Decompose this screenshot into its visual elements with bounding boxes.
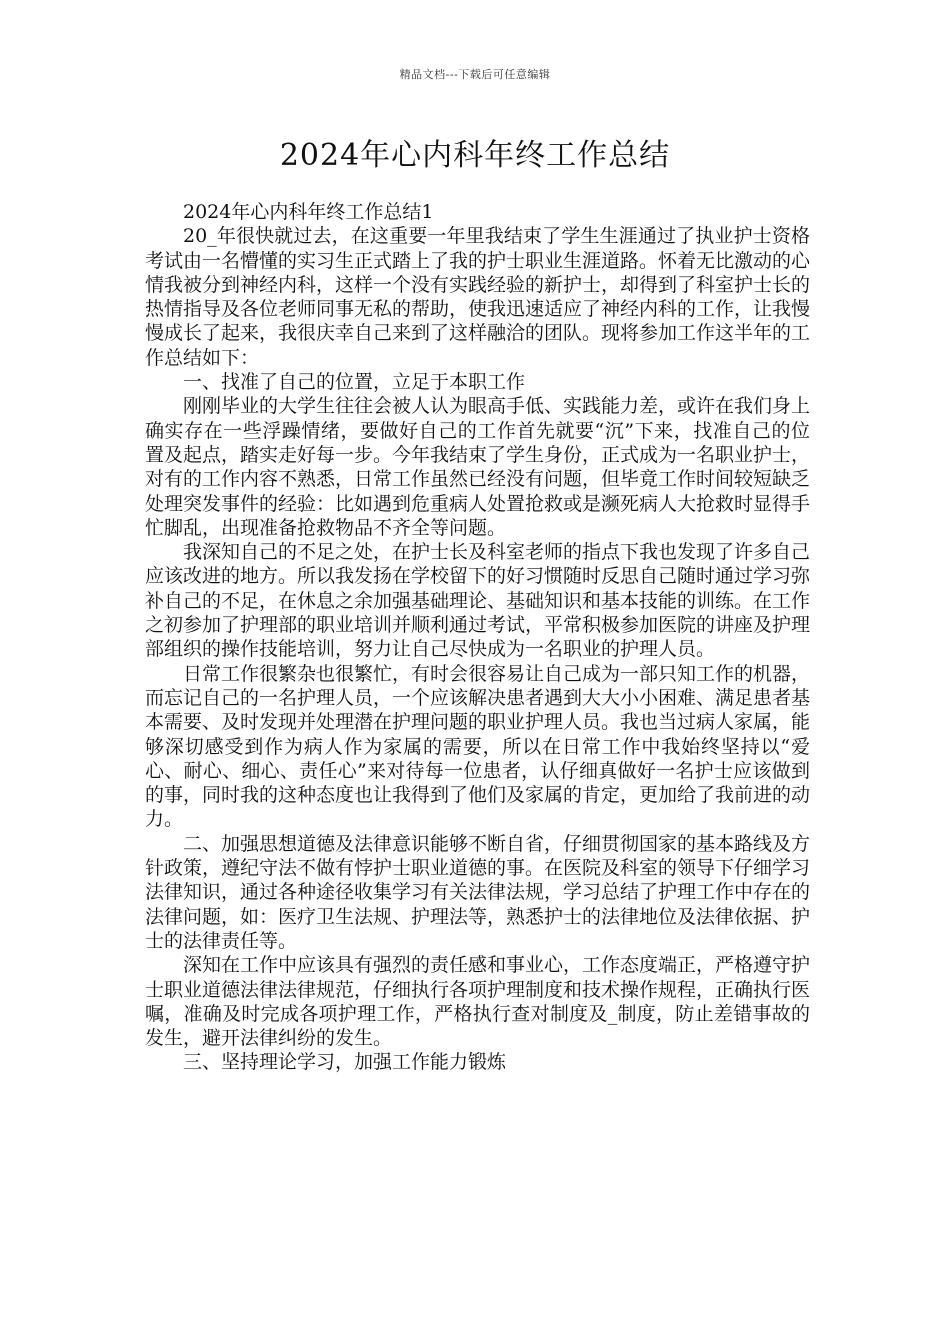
section-heading: 三、坚持理论学习，加强工作能力锻炼	[183, 1051, 507, 1074]
header-note: 精品文档---下载后可任意编辑	[399, 68, 551, 81]
body-paragraph: 日常工作很繁杂也很繁忙，有时会很容易让自己成为一部只知工作的机器，而忘记自己的一名护理人员，一个应该解决患者遇到大大小小困难、满足患者基本需要、及时发现并处理潜在护理问题的职业护理人员。我也当过病人家属，能够深切感受到作为病人作为家属的需要，所以在日常工作中我始终坚持以“爱心、耐心、细心、责任心”来对待每一位患者，认仔细真做好一名护士应该做到的事，同时我的这种态度也让我得到了他们及家属的肯定，更加给了我前进的动力。	[145, 662, 811, 831]
subtitle-paragraph: 2024年心内科年终工作总结1	[183, 201, 434, 223]
document-body	[145, 200, 810, 1075]
body-paragraph: 刚刚毕业的大学生往往会被人认为眼高手低、实践能力差，或许在我们身上确实存在一些浮躁情绪，要做好自己的工作首先就要“沉”下来，找准自己的位置及起点，踏实走好每一步。今年我结束了学生身份，正式成为一名职业护士，对有的工作内容不熟悉，日常工作虽然已经没有问题，但毕竟工作时间较短缺乏处理突发事件的经验：比如遇到危重病人处置抢救或是濒死病人大抢救时显得手忙脚乱，出现准备抢救物品不齐全等问题。	[145, 395, 811, 539]
body-paragraph: 我深知自己的不足之处，在护士长及科室老师的指点下我也发现了许多自己应该改进的地方。所以我发扬在学校留下的好习惯随时反思自己随时通过学习弥补自己的不足，在休息之余加强基础理论、基础知识和基本技能的训练。在工作之初参加了护理部的职业培训并顺利通过考试，平常积极参加医院的讲座及护理部组织的操作技能培训，努力让自己尽快成为一名职业的护理人员。	[145, 541, 811, 661]
body-paragraph: 20_年很快就过去，在这重要一年里我结束了学生生涯通过了执业护士资格考试由一名懵懂的实习生正式踏上了我的护士职业生涯道路。怀着无比激动的心情我被分到神经内科，这样一个没有实践经验的新护士，却得到了科室护士长的热情指导及各位老师同事无私的帮助，使我迅速适应了神经内科的工作，让我慢慢成长了起来，我很庆幸自己来到了这样融洽的团队。现将参加工作这半年的工作总结如下：	[145, 225, 811, 369]
body-paragraph: 二、加强思想道德及法律意识能够不断自省，仔细贯彻国家的基本路线及方针政策，遵纪守法不做有悖护士职业道德的事。在医院及科室的领导下仔细学习法律知识，通过各种途径收集学习有关法律法规，学习总结了护理工作中存在的法律问题，如：医疗卫生法规、护理法等，熟悉护士的法律地位及法律依据、护士的法律责任等。	[145, 832, 811, 952]
document-title: 2024年心内科年终工作总结	[279, 138, 671, 173]
body-paragraph: 深知在工作中应该具有强烈的责任感和事业心，工作态度端正，严格遵守护士职业道德法律法律规范，仔细执行各项护理制度和技术操作规程，正确执行医嘱，准确及时完成各项护理工作，严格执行查对制度及_制度，防止差错事故的发生，避开法律纠纷的发生。	[145, 954, 811, 1050]
section-heading: 一、找准了自己的位置，立足于本职工作	[183, 371, 526, 394]
